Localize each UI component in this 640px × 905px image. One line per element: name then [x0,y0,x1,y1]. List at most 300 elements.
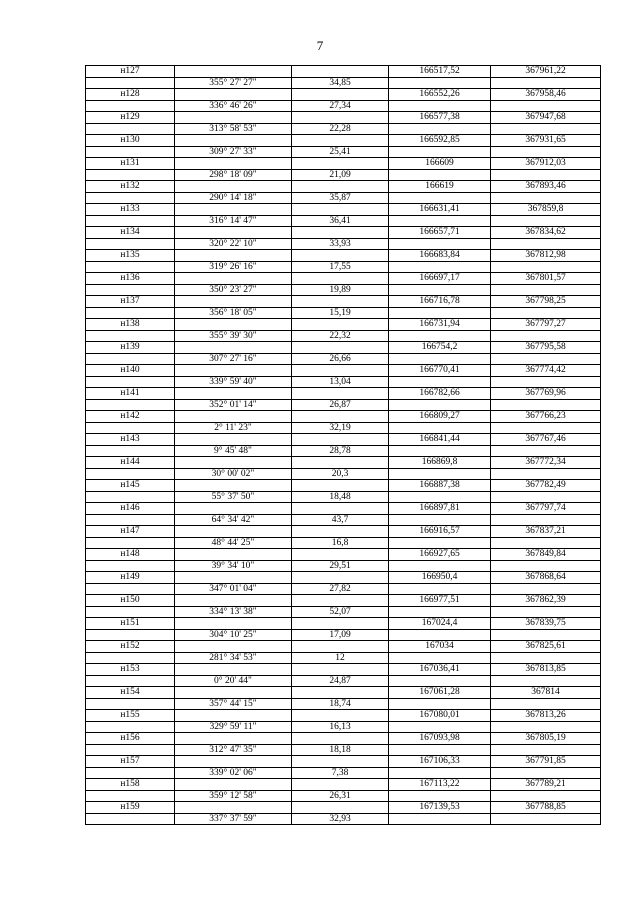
empty-cell [389,284,491,296]
empty-cell [292,664,389,676]
segment-row [86,698,601,710]
x-coordinate-cell: 166552,26 [389,89,491,101]
empty-cell [389,146,491,158]
x-coordinate-cell: 167034 [389,641,491,653]
direction-angle-cell: 357° 44' 15" [175,698,292,710]
direction-angle-cell: 355° 27' 27" [175,77,292,89]
point-row [86,572,601,584]
empty-cell [86,284,175,296]
direction-angle-cell: 281° 34' 53" [175,652,292,664]
direction-angle-cell: 48° 44' 25" [175,537,292,549]
segment-row [86,790,601,802]
x-coordinate-cell: 166809,27 [389,411,491,423]
empty-cell [175,296,292,308]
segment-row [86,353,601,365]
distance-cell: 18,48 [292,491,389,503]
segment-row [86,330,601,342]
empty-cell [86,514,175,526]
empty-cell [389,675,491,687]
empty-cell [292,411,389,423]
x-coordinate-cell: 166716,78 [389,296,491,308]
direction-angle-cell: 316° 14' 47" [175,215,292,227]
empty-cell [389,813,491,825]
empty-cell [175,687,292,699]
x-coordinate-cell: 167113,22 [389,779,491,791]
empty-cell [491,169,601,181]
empty-cell [292,503,389,515]
empty-cell [86,330,175,342]
point-row [86,319,601,331]
x-coordinate-cell: 166731,94 [389,319,491,331]
empty-cell [86,215,175,227]
empty-cell [292,66,389,78]
distance-cell: 32,19 [292,422,389,434]
x-coordinate-cell: 167093,98 [389,733,491,745]
direction-angle-cell: 313° 58' 53" [175,123,292,135]
empty-cell [175,733,292,745]
empty-cell [389,376,491,388]
segment-row [86,261,601,273]
empty-cell [292,802,389,814]
direction-angle-cell: 64° 34' 42" [175,514,292,526]
empty-cell [491,422,601,434]
point-name-cell: н135 [86,250,175,262]
point-name-cell: н159 [86,802,175,814]
point-row [86,595,601,607]
direction-angle-cell: 298° 18' 09" [175,169,292,181]
empty-cell [491,698,601,710]
point-row [86,618,601,630]
empty-cell [491,813,601,825]
x-coordinate-cell: 166869,8 [389,457,491,469]
empty-cell [491,537,601,549]
y-coordinate-cell: 367931,65 [491,135,601,147]
empty-cell [389,307,491,319]
distance-cell: 22,32 [292,330,389,342]
empty-cell [389,790,491,802]
empty-cell [86,560,175,572]
distance-cell: 17,55 [292,261,389,273]
empty-cell [491,606,601,618]
empty-cell [86,698,175,710]
point-name-cell: н154 [86,687,175,699]
point-name-cell: н139 [86,342,175,354]
segment-row [86,560,601,572]
empty-cell [389,123,491,135]
empty-cell [491,146,601,158]
empty-cell [491,123,601,135]
point-name-cell: н134 [86,227,175,239]
empty-cell [86,399,175,411]
empty-cell [491,675,601,687]
point-row [86,503,601,515]
distance-cell: 16,13 [292,721,389,733]
point-row [86,710,601,722]
segment-row [86,445,601,457]
segment-row [86,123,601,135]
point-name-cell: н141 [86,388,175,400]
empty-cell [175,618,292,630]
direction-angle-cell: 55° 37' 50" [175,491,292,503]
empty-cell [175,641,292,653]
empty-cell [389,514,491,526]
direction-angle-cell: 304° 10' 25" [175,629,292,641]
empty-cell [491,330,601,342]
segment-row [86,767,601,779]
empty-cell [86,675,175,687]
segment-row [86,192,601,204]
point-name-cell: н127 [86,66,175,78]
y-coordinate-cell: 367862,39 [491,595,601,607]
empty-cell [292,710,389,722]
empty-cell [86,376,175,388]
point-name-cell: н156 [86,733,175,745]
empty-cell [491,629,601,641]
distance-cell: 35,87 [292,192,389,204]
empty-cell [175,457,292,469]
distance-cell: 34,85 [292,77,389,89]
segment-row [86,813,601,825]
empty-cell [175,503,292,515]
point-row [86,549,601,561]
y-coordinate-cell: 367912,03 [491,158,601,170]
distance-cell: 32,93 [292,813,389,825]
empty-cell [86,790,175,802]
y-coordinate-cell: 367812,98 [491,250,601,262]
empty-cell [389,767,491,779]
direction-angle-cell: 352° 01' 14" [175,399,292,411]
empty-cell [491,307,601,319]
empty-cell [491,100,601,112]
empty-cell [86,100,175,112]
empty-cell [292,158,389,170]
empty-cell [86,445,175,457]
direction-angle-cell: 350° 23' 27" [175,284,292,296]
empty-cell [389,192,491,204]
empty-cell [86,77,175,89]
segment-row [86,100,601,112]
x-coordinate-cell: 166897,81 [389,503,491,515]
direction-angle-cell: 39° 34' 10" [175,560,292,572]
point-row [86,388,601,400]
y-coordinate-cell: 367825,61 [491,641,601,653]
empty-cell [175,273,292,285]
empty-cell [389,606,491,618]
point-name-cell: н143 [86,434,175,446]
empty-cell [389,698,491,710]
empty-cell [292,342,389,354]
distance-cell: 16,8 [292,537,389,549]
distance-cell: 27,34 [292,100,389,112]
empty-cell [292,204,389,216]
empty-cell [175,802,292,814]
direction-angle-cell: 339° 02' 06" [175,767,292,779]
x-coordinate-cell: 166697,17 [389,273,491,285]
empty-cell [86,192,175,204]
point-name-cell: н157 [86,756,175,768]
distance-cell: 52,07 [292,606,389,618]
direction-angle-cell: 30° 00' 02" [175,468,292,480]
x-coordinate-cell: 166927,65 [389,549,491,561]
point-name-cell: н140 [86,365,175,377]
empty-cell [86,307,175,319]
direction-angle-cell: 329° 59' 11" [175,721,292,733]
distance-cell: 27,82 [292,583,389,595]
empty-cell [175,365,292,377]
distance-cell: 12 [292,652,389,664]
empty-cell [292,756,389,768]
y-coordinate-cell: 367837,21 [491,526,601,538]
x-coordinate-cell: 166950,4 [389,572,491,584]
empty-cell [292,572,389,584]
empty-cell [491,790,601,802]
empty-cell [175,480,292,492]
empty-cell [175,158,292,170]
segment-row [86,468,601,480]
distance-cell: 20,3 [292,468,389,480]
point-row [86,227,601,239]
empty-cell [175,181,292,193]
empty-cell [491,353,601,365]
empty-cell [86,468,175,480]
empty-cell [491,721,601,733]
x-coordinate-cell: 166683,84 [389,250,491,262]
point-row [86,480,601,492]
empty-cell [175,549,292,561]
point-row [86,457,601,469]
empty-cell [292,250,389,262]
point-name-cell: н151 [86,618,175,630]
segment-row [86,606,601,618]
page-number: 7 [316,38,324,53]
direction-angle-cell: 336° 46' 26" [175,100,292,112]
empty-cell [491,77,601,89]
y-coordinate-cell: 367772,34 [491,457,601,469]
direction-angle-cell: 309° 27' 33" [175,146,292,158]
empty-cell [389,537,491,549]
direction-angle-cell: 319° 26' 16" [175,261,292,273]
y-coordinate-cell: 367849,84 [491,549,601,561]
empty-cell [86,813,175,825]
point-row [86,135,601,147]
point-name-cell: н158 [86,779,175,791]
empty-cell [86,767,175,779]
distance-cell: 22,28 [292,123,389,135]
point-name-cell: н153 [86,664,175,676]
empty-cell [175,250,292,262]
direction-angle-cell: 312° 47' 35" [175,744,292,756]
point-name-cell: н138 [86,319,175,331]
empty-cell [389,238,491,250]
point-name-cell: н145 [86,480,175,492]
x-coordinate-cell: 166977,51 [389,595,491,607]
empty-cell [491,192,601,204]
point-name-cell: н152 [86,641,175,653]
empty-cell [86,629,175,641]
x-coordinate-cell: 167106,33 [389,756,491,768]
empty-cell [175,112,292,124]
coordinates-table [85,65,601,825]
empty-cell [292,319,389,331]
empty-cell [389,422,491,434]
distance-cell: 13,04 [292,376,389,388]
segment-row [86,146,601,158]
distance-cell: 25,41 [292,146,389,158]
y-coordinate-cell: 367813,85 [491,664,601,676]
empty-cell [292,457,389,469]
distance-cell: 26,66 [292,353,389,365]
point-name-cell: н144 [86,457,175,469]
empty-cell [491,652,601,664]
point-name-cell: н155 [86,710,175,722]
empty-cell [491,445,601,457]
segment-row [86,399,601,411]
distance-cell: 15,19 [292,307,389,319]
x-coordinate-cell: 167061,28 [389,687,491,699]
empty-cell [175,664,292,676]
x-coordinate-cell: 166916,57 [389,526,491,538]
empty-cell [86,261,175,273]
empty-cell [292,549,389,561]
distance-cell: 17,09 [292,629,389,641]
distance-cell: 28,78 [292,445,389,457]
empty-cell [175,411,292,423]
empty-cell [292,779,389,791]
distance-cell: 24,87 [292,675,389,687]
x-coordinate-cell: 166887,38 [389,480,491,492]
direction-angle-cell: 307° 27' 16" [175,353,292,365]
x-coordinate-cell: 166631,41 [389,204,491,216]
empty-cell [491,744,601,756]
x-coordinate-cell: 166619 [389,181,491,193]
empty-cell [175,756,292,768]
point-name-cell: н130 [86,135,175,147]
point-name-cell: н149 [86,572,175,584]
empty-cell [175,526,292,538]
y-coordinate-cell: 367834,62 [491,227,601,239]
empty-cell [389,100,491,112]
point-row [86,296,601,308]
table-body [86,66,601,825]
empty-cell [292,227,389,239]
point-row [86,112,601,124]
y-coordinate-cell: 367868,64 [491,572,601,584]
empty-cell [175,227,292,239]
point-row [86,66,601,78]
x-coordinate-cell: 166657,71 [389,227,491,239]
empty-cell [292,388,389,400]
point-row [86,664,601,676]
point-row [86,779,601,791]
y-coordinate-cell: 367774,42 [491,365,601,377]
empty-cell [86,169,175,181]
distance-cell: 33,93 [292,238,389,250]
empty-cell [389,261,491,273]
point-row [86,89,601,101]
direction-angle-cell: 320° 22' 10" [175,238,292,250]
segment-row [86,744,601,756]
x-coordinate-cell: 167139,53 [389,802,491,814]
segment-row [86,284,601,296]
empty-cell [389,468,491,480]
empty-cell [86,606,175,618]
empty-cell [175,388,292,400]
direction-angle-cell: 2° 11' 23" [175,422,292,434]
empty-cell [175,66,292,78]
point-name-cell: н132 [86,181,175,193]
y-coordinate-cell: 367798,25 [491,296,601,308]
empty-cell [86,422,175,434]
empty-cell [175,135,292,147]
empty-cell [389,353,491,365]
segment-row [86,77,601,89]
distance-cell: 29,51 [292,560,389,572]
empty-cell [491,514,601,526]
point-name-cell: н136 [86,273,175,285]
point-row [86,434,601,446]
empty-cell [175,89,292,101]
empty-cell [86,146,175,158]
point-name-cell: н150 [86,595,175,607]
empty-cell [389,629,491,641]
segment-row [86,422,601,434]
empty-cell [491,583,601,595]
empty-cell [389,399,491,411]
point-name-cell: н142 [86,411,175,423]
segment-row [86,629,601,641]
empty-cell [86,353,175,365]
empty-cell [175,319,292,331]
empty-cell [175,595,292,607]
y-coordinate-cell: 367782,49 [491,480,601,492]
distance-cell: 26,31 [292,790,389,802]
direction-angle-cell: 356° 18' 05" [175,307,292,319]
empty-cell [292,480,389,492]
empty-cell [86,721,175,733]
segment-row [86,215,601,227]
point-name-cell: н146 [86,503,175,515]
segment-row [86,514,601,526]
empty-cell [491,376,601,388]
direction-angle-cell: 9° 45' 48" [175,445,292,457]
empty-cell [491,238,601,250]
y-coordinate-cell: 367801,57 [491,273,601,285]
empty-cell [292,526,389,538]
empty-cell [292,618,389,630]
y-coordinate-cell: 367958,46 [491,89,601,101]
point-row [86,365,601,377]
direction-angle-cell: 334° 13' 38" [175,606,292,618]
point-name-cell: н131 [86,158,175,170]
empty-cell [175,710,292,722]
empty-cell [86,652,175,664]
empty-cell [175,204,292,216]
y-coordinate-cell: 367789,21 [491,779,601,791]
empty-cell [175,572,292,584]
empty-cell [86,537,175,549]
point-name-cell: н133 [86,204,175,216]
point-row [86,181,601,193]
segment-row [86,491,601,503]
point-row [86,342,601,354]
y-coordinate-cell: 367769,96 [491,388,601,400]
point-row [86,158,601,170]
direction-angle-cell: 355° 39' 30" [175,330,292,342]
empty-cell [292,112,389,124]
y-coordinate-cell: 367814 [491,687,601,699]
point-row [86,526,601,538]
y-coordinate-cell: 367766,23 [491,411,601,423]
